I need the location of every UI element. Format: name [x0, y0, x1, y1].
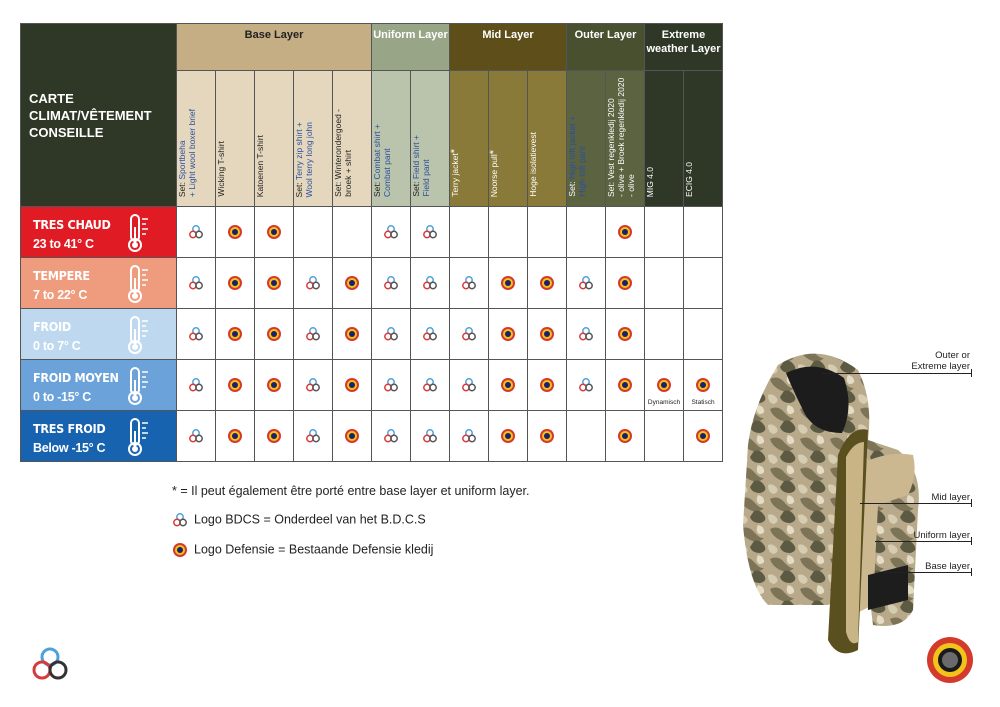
bdcs-logo-icon — [305, 428, 321, 444]
cell-note: Statisch — [691, 399, 715, 406]
legend-defensie-text: Logo Defensie = Bestaande Defensie kledij — [194, 542, 434, 557]
recommendation-cell — [684, 360, 723, 411]
defensie-roundel-icon — [266, 377, 282, 393]
item-header: Set: Field shirt + Field pant — [411, 71, 450, 207]
bdcs-logo-icon — [461, 428, 477, 444]
defensie-roundel-icon — [227, 377, 243, 393]
group-extreme-layer: Extreme weather Layer — [645, 24, 723, 71]
group-outer-layer: Outer Layer — [567, 24, 645, 71]
defensie-roundel-icon — [500, 275, 516, 291]
bdcs-logo-icon — [383, 428, 399, 444]
defensie-roundel-icon — [695, 377, 711, 393]
bdcs-logo-icon — [578, 377, 594, 393]
bdcs-logo-icon — [461, 326, 477, 342]
recommendation-cell — [372, 258, 411, 309]
defensie-roundel-icon — [266, 275, 282, 291]
bdcs-logo-icon — [422, 224, 438, 240]
defensie-roundel-icon — [617, 224, 633, 240]
recommendation-cell — [294, 360, 333, 411]
defensie-roundel-icon — [539, 428, 555, 444]
defensie-roundel-icon — [172, 542, 188, 558]
defensie-roundel-icon — [617, 377, 633, 393]
zone-name: FROID MOYEN — [33, 370, 119, 385]
recommendation-cell — [606, 258, 645, 309]
recommendation-cell — [450, 411, 489, 462]
recommendation-cell — [450, 309, 489, 360]
recommendation-cell — [411, 207, 450, 258]
bdcs-logo-icon — [578, 326, 594, 342]
recommendation-cell — [645, 258, 684, 309]
bdcs-logo-icon — [383, 377, 399, 393]
recommendation-cell — [567, 258, 606, 309]
item-header: MIG 4.0 — [645, 71, 684, 207]
recommendation-cell — [684, 309, 723, 360]
recommendation-cell — [255, 309, 294, 360]
recommendation-cell — [606, 309, 645, 360]
defensie-roundel-icon — [227, 224, 243, 240]
recommendation-cell — [684, 258, 723, 309]
bdcs-logo-icon — [383, 326, 399, 342]
defensie-roundel-icon — [344, 377, 360, 393]
recommendation-cell — [450, 258, 489, 309]
recommendation-cell — [294, 258, 333, 309]
recommendation-cell — [372, 360, 411, 411]
recommendation-cell — [177, 411, 216, 462]
recommendation-cell — [255, 258, 294, 309]
callout-line-mid — [860, 503, 972, 504]
recommendation-cell — [294, 309, 333, 360]
thermometer-icon — [125, 315, 151, 360]
callout-tick-outer — [971, 369, 972, 377]
zone-row — [21, 258, 723, 309]
recommendation-cell — [684, 411, 723, 462]
item-header: Wicking T-shirt — [216, 71, 255, 207]
callout-uniform: Uniform layer — [913, 530, 970, 541]
bdcs-logo-icon — [422, 428, 438, 444]
recommendation-cell — [606, 411, 645, 462]
bdcs-brand-logo-icon — [30, 646, 70, 682]
bdcs-logo-icon — [305, 275, 321, 291]
chart-title: CARTE CLIMAT/VÊTEMENT CONSEILLE — [21, 24, 177, 207]
zone-name: TRES CHAUD — [33, 217, 111, 232]
recommendation-cell — [333, 309, 372, 360]
recommendation-cell — [216, 309, 255, 360]
legend-bdcs-text: Logo BDCS = Onderdeel van het B.D.C.S — [194, 512, 426, 527]
recommendation-cell — [489, 309, 528, 360]
defensie-emblem-icon — [925, 635, 975, 685]
defensie-roundel-icon — [617, 326, 633, 342]
defensie-roundel-icon — [539, 377, 555, 393]
recommendation-cell — [255, 207, 294, 258]
bdcs-logo-icon — [422, 326, 438, 342]
zone-label — [21, 207, 177, 258]
recommendation-cell — [411, 258, 450, 309]
thermometer-icon — [125, 213, 151, 258]
thermometer-icon — [125, 417, 151, 462]
defensie-roundel-icon — [344, 326, 360, 342]
defensie-roundel-icon — [344, 275, 360, 291]
zone-row — [21, 207, 723, 258]
bdcs-logo-icon — [305, 326, 321, 342]
defensie-roundel-icon — [227, 275, 243, 291]
defensie-roundel-icon — [539, 275, 555, 291]
recommendation-cell — [645, 309, 684, 360]
bdcs-logo-icon — [188, 428, 204, 444]
recommendation-cell — [450, 207, 489, 258]
recommendation-cell — [294, 411, 333, 462]
zone-label — [21, 360, 177, 411]
recommendation-cell — [372, 207, 411, 258]
chart-table — [20, 23, 723, 462]
bdcs-logo-icon — [422, 377, 438, 393]
callout-line-base — [885, 572, 972, 573]
defensie-roundel-icon — [539, 326, 555, 342]
recommendation-cell — [333, 207, 372, 258]
recommendation-cell — [489, 411, 528, 462]
recommendation-cell — [411, 309, 450, 360]
recommendation-cell — [567, 411, 606, 462]
clothing-chart — [20, 23, 723, 462]
recommendation-cell — [684, 207, 723, 258]
recommendation-cell — [411, 411, 450, 462]
bdcs-logo-icon — [172, 512, 188, 528]
recommendation-cell — [177, 309, 216, 360]
bdcs-logo-icon — [188, 326, 204, 342]
item-header: Set: Combat shirt + Combat pant — [372, 71, 411, 207]
zone-row — [21, 411, 723, 462]
callout-mid: Mid layer — [931, 492, 970, 503]
recommendation-cell — [606, 207, 645, 258]
recommendation-cell — [177, 360, 216, 411]
zone-range: 0 to -15° C — [33, 390, 91, 404]
callout-tick-base — [971, 568, 972, 576]
zone-row — [21, 360, 723, 411]
recommendation-cell — [255, 360, 294, 411]
bdcs-logo-icon — [188, 275, 204, 291]
bdcs-logo-icon — [422, 275, 438, 291]
recommendation-cell — [489, 207, 528, 258]
recommendation-cell — [528, 360, 567, 411]
bdcs-logo-icon — [188, 224, 204, 240]
group-base-layer: Base Layer — [177, 24, 372, 71]
item-header: Terry jacket* — [450, 71, 489, 207]
defensie-roundel-icon — [656, 377, 672, 393]
defensie-roundel-icon — [695, 428, 711, 444]
cell-note: Dynamisch — [647, 399, 681, 406]
defensie-roundel-icon — [266, 428, 282, 444]
recommendation-cell — [216, 207, 255, 258]
zone-name: TRES FROID — [33, 421, 106, 436]
recommendation-cell — [645, 360, 684, 411]
recommendation-cell — [333, 360, 372, 411]
recommendation-cell — [372, 411, 411, 462]
recommendation-cell — [645, 411, 684, 462]
callout-base: Base layer — [925, 561, 970, 572]
recommendation-cell — [372, 309, 411, 360]
bdcs-logo-icon — [578, 275, 594, 291]
zone-name: FROID — [33, 319, 71, 334]
recommendation-cell — [645, 207, 684, 258]
recommendation-cell — [411, 360, 450, 411]
recommendation-cell — [216, 411, 255, 462]
zone-label — [21, 309, 177, 360]
bdcs-logo-icon — [188, 377, 204, 393]
bdcs-logo-icon — [383, 275, 399, 291]
item-header: ECIG 4.0 — [684, 71, 723, 207]
legend-defensie — [172, 542, 433, 558]
recommendation-cell — [450, 360, 489, 411]
recommendation-cell — [606, 360, 645, 411]
bdcs-logo-icon — [461, 275, 477, 291]
recommendation-cell — [567, 207, 606, 258]
recommendation-cell — [528, 258, 567, 309]
thermometer-icon — [125, 366, 151, 411]
recommendation-cell — [177, 258, 216, 309]
zone-name: TEMPERE — [33, 268, 90, 283]
zone-range: 7 to 22° C — [33, 288, 88, 302]
zone-label — [21, 411, 177, 462]
item-header: Hoge isolatievest — [528, 71, 567, 207]
defensie-roundel-icon — [344, 428, 360, 444]
item-header: Set: Winterondergoed - broek + shirt — [333, 71, 372, 207]
recommendation-cell — [567, 360, 606, 411]
zone-range: 23 to 41° C — [33, 237, 94, 251]
defensie-roundel-icon — [500, 377, 516, 393]
recommendation-cell — [177, 207, 216, 258]
item-header: Set: Terry zip shirt + Wool terry long john — [294, 71, 333, 207]
item-header: Set: High loft jacket + High loft pant — [567, 71, 606, 207]
callout-tick-uniform — [971, 537, 972, 545]
recommendation-cell — [528, 309, 567, 360]
recommendation-cell — [294, 207, 333, 258]
defensie-roundel-icon — [266, 326, 282, 342]
callout-tick-mid — [971, 499, 972, 507]
bdcs-logo-icon — [305, 377, 321, 393]
item-header: Set: Sportbeha + Light wool boxer brief — [177, 71, 216, 207]
callout-outer: Outer or Extreme layer — [911, 350, 970, 372]
callout-line-outer — [822, 373, 972, 374]
item-header: Noorse pull* — [489, 71, 528, 207]
thermometer-icon — [125, 264, 151, 309]
callout-line-uniform — [875, 541, 972, 542]
recommendation-cell — [489, 258, 528, 309]
recommendation-cell — [528, 207, 567, 258]
item-header: Set: Vest regenkledij 2020 - olive + Broek regenkledij 2020 - olive — [606, 71, 645, 207]
defensie-roundel-icon — [500, 428, 516, 444]
recommendation-cell — [567, 309, 606, 360]
item-header: Katoenen T-shirt — [255, 71, 294, 207]
defensie-roundel-icon — [500, 326, 516, 342]
legend-note: * = Il peut également être porté entre base layer et uniform layer. — [172, 484, 530, 498]
recommendation-cell — [255, 411, 294, 462]
bdcs-logo-icon — [461, 377, 477, 393]
legend-bdcs — [172, 512, 426, 528]
recommendation-cell — [528, 411, 567, 462]
group-uniform-layer: Uniform Layer — [372, 24, 450, 71]
zone-range: 0 to 7° C — [33, 339, 81, 353]
defensie-roundel-icon — [266, 224, 282, 240]
group-mid-layer: Mid Layer — [450, 24, 567, 71]
zone-label — [21, 258, 177, 309]
recommendation-cell — [333, 258, 372, 309]
defensie-roundel-icon — [227, 326, 243, 342]
zone-row — [21, 309, 723, 360]
recommendation-cell — [489, 360, 528, 411]
recommendation-cell — [216, 360, 255, 411]
zone-range: Below -15° C — [33, 441, 106, 455]
defensie-roundel-icon — [227, 428, 243, 444]
defensie-roundel-icon — [617, 428, 633, 444]
recommendation-cell — [333, 411, 372, 462]
recommendation-cell — [216, 258, 255, 309]
defensie-roundel-icon — [617, 275, 633, 291]
bdcs-logo-icon — [383, 224, 399, 240]
